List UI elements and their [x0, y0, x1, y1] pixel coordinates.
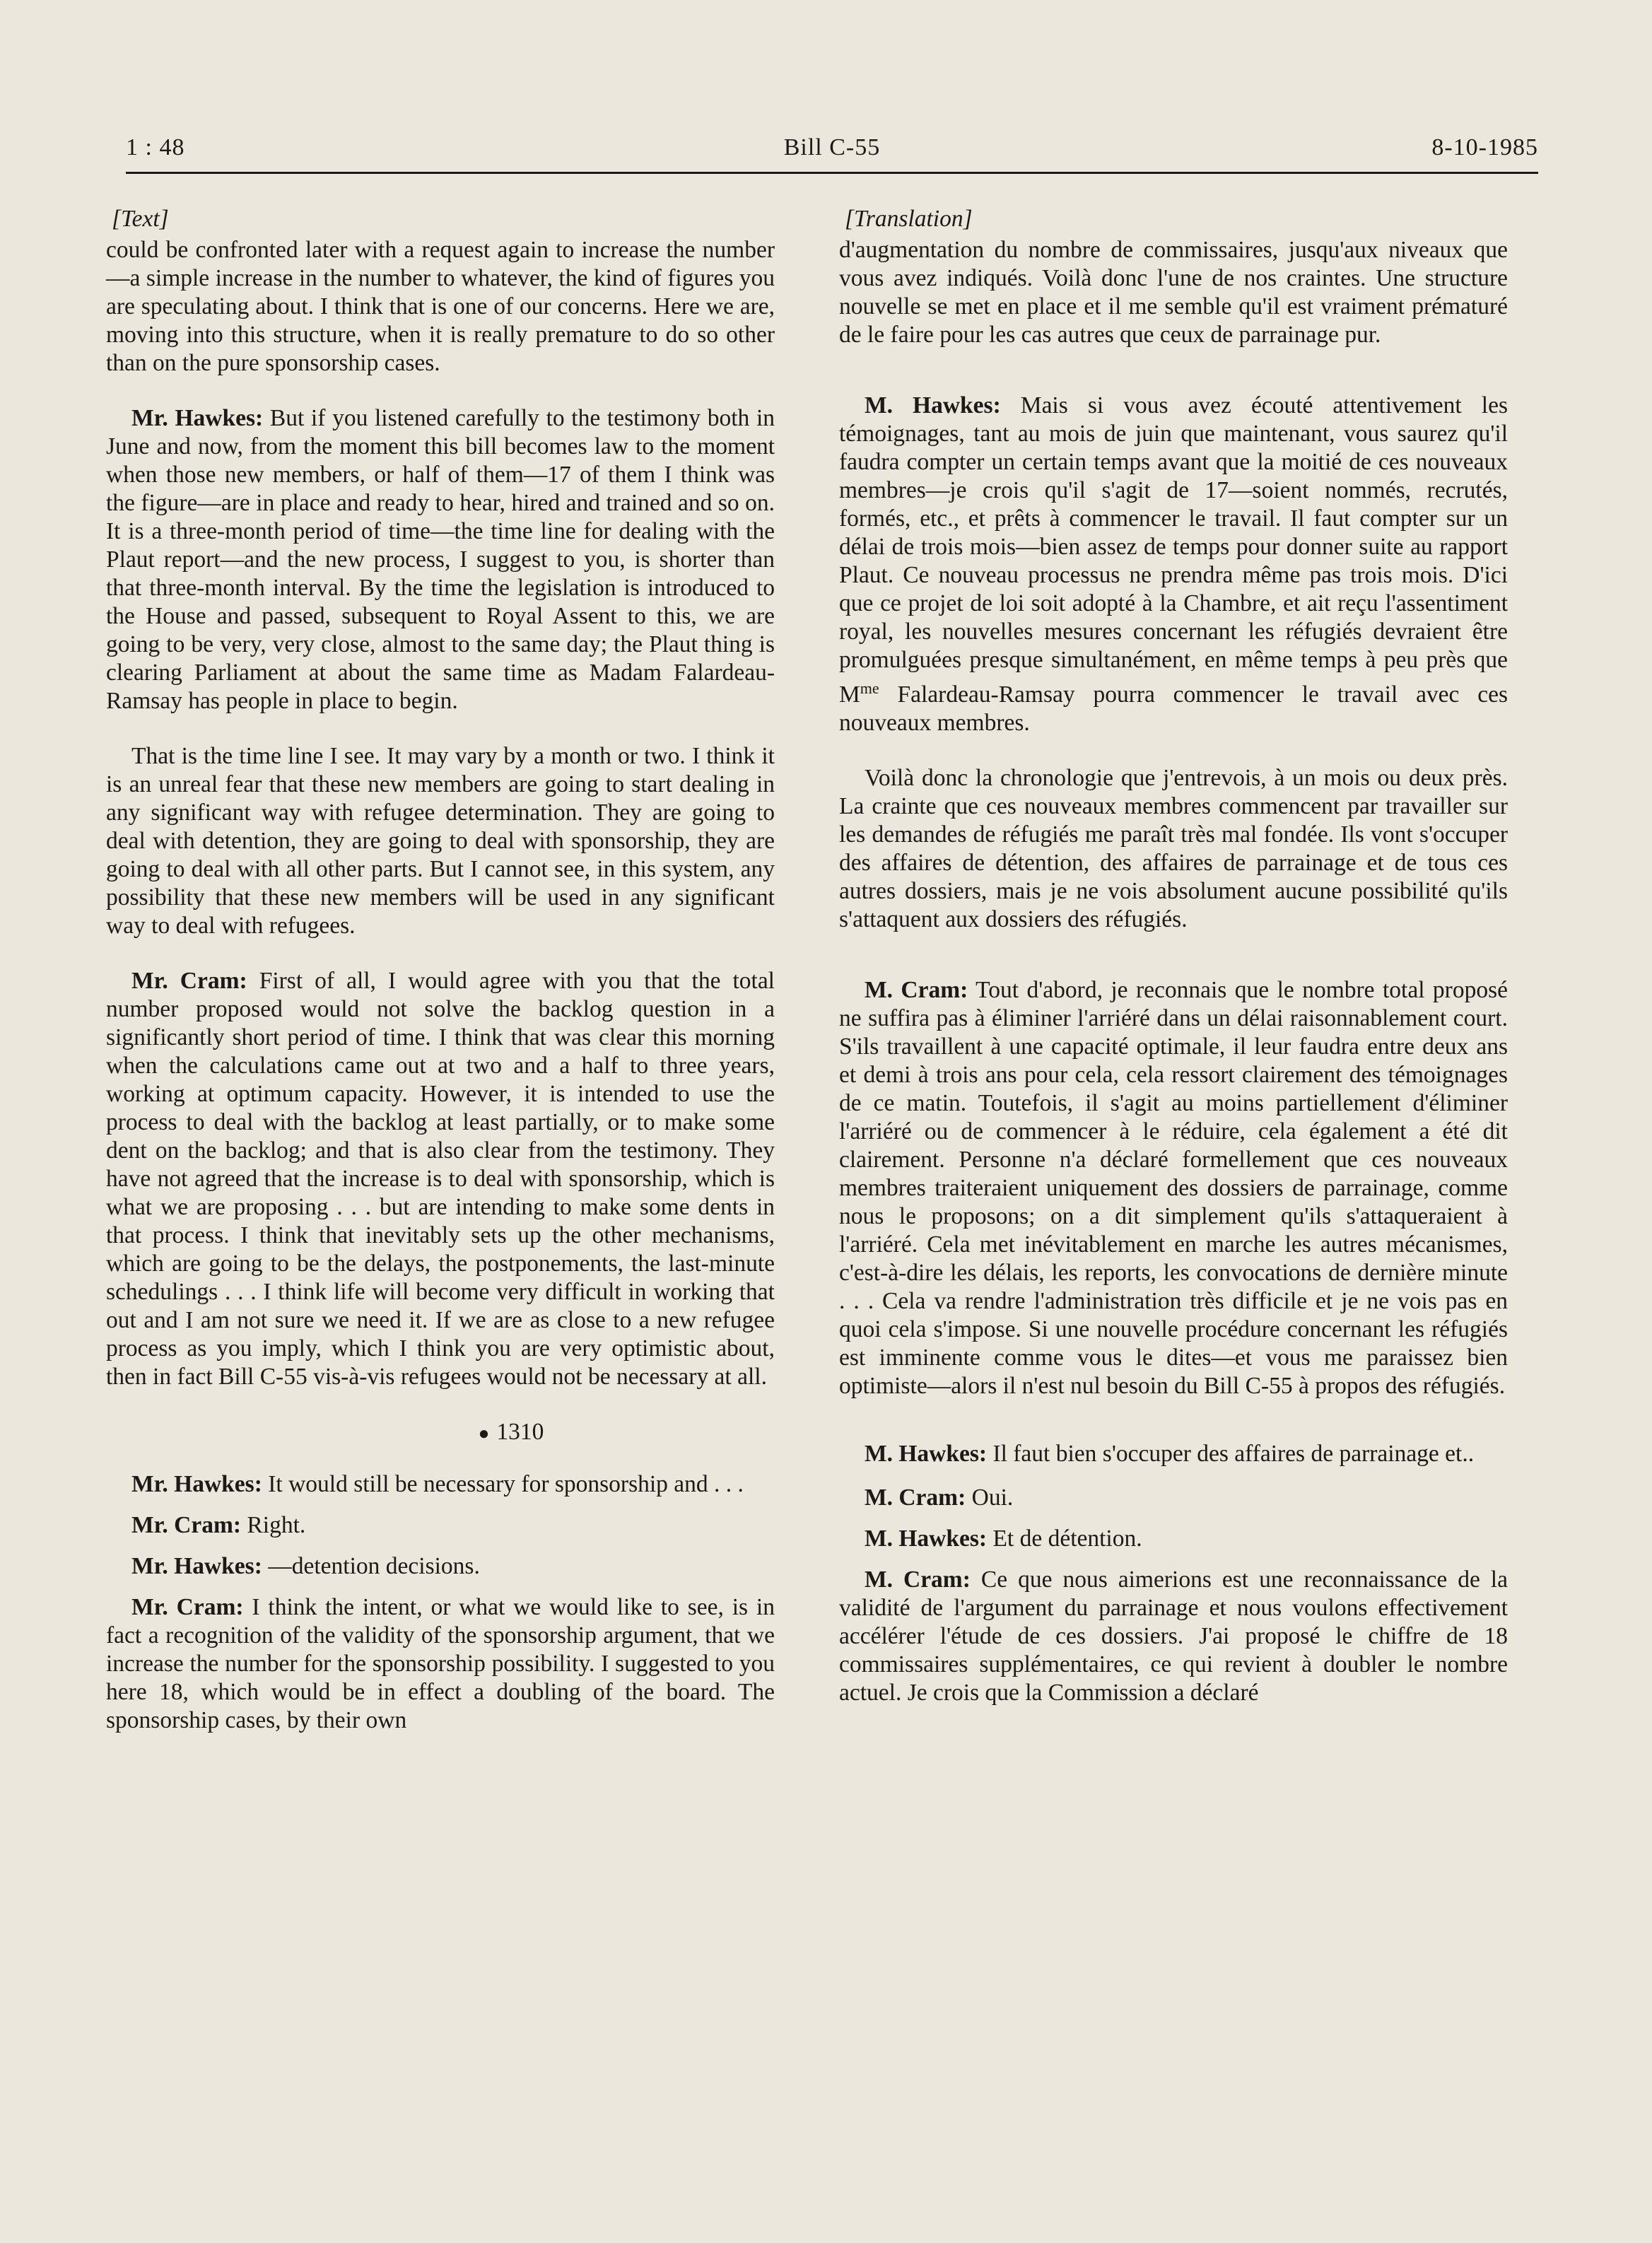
paragraph [106, 1470, 775, 1499]
french-column [839, 205, 1508, 1734]
speech-text: It would still be necessary for sponsorship and . . . [262, 1471, 744, 1498]
speaker-name: Mr. Cram: [131, 1512, 242, 1539]
time-marker-text: 1310 [496, 1419, 544, 1445]
paragraph-text: could be confronted later with a request again to increase the number—a simple increase in the number to whatever, the kind of figures you are speculating about. I think that is one of our concerns. Here we are, moving into this structure, when it is really premature to do so other than on the pure sponsorship cases. [106, 237, 775, 376]
paragraph-text: Voilà donc la chronologie que j'entrevois, à un mois ou deux près. La crainte que ces nouveaux membres commencent par travailler sur les demandes de réfugiés me paraît très mal fondée. Ils vont s'occuper des affaires de détention, des affaires de parrainage et de tous ces autres dossiers, mais je ne vois absolument aucune possibilité qu'ils s'attaquent aux dossiers des réfugiés. [839, 765, 1508, 933]
speaker-name: M. Cram: [865, 977, 968, 1004]
speaker-name: M. Cram: [865, 1566, 971, 1593]
speech-text: —detention decisions. [262, 1553, 480, 1580]
speaker-name: Mr. Hawkes: [131, 1471, 262, 1498]
speech-text: Mais si vous avez écouté attentivement les témoignages, tant au mois de juin que maintenant, vous saurez qu'il faudra compter un certain temps avant que la moitié de ces nouveaux membres—je crois qu'il s'agit de 17—soient nommés, recrutés, formés, etc., et prêts à commencer le travail. Il faut compter sur un délai de trois mois—bien assez de temps pour donner suite au rapport Plaut. Ce nouveau processus ne prendra même pas trois mois. D'ici que ce projet de loi soit adopté à la Chambre, et ait reçu l'assentiment royal, les nouvelles mesures concernant les réfugiés devraient être promulguées presque simultanément, en même temps à peu près que M [839, 392, 1508, 708]
speaker-name: M. Hawkes: [865, 392, 1001, 418]
speech-text: First of all, I would agree with you that the total number proposed would not solve the backlog question in a significantly short period of time. I think that was clear this morning when the calculations came out at two and a half to three years, working at optimum capacity. However, it is intended to use the process to deal with the backlog at least partially, or to make some dent on the backlog; and that is also clear from the testimony. They have not agreed that the increase is to deal with sponsorship, which is what we are proposing . . . but are intending to make some dents in that process. I think that inevitably sets up the other mechanisms, which are going to be the delays, the postponements, the last-minute schedulings . . . I think life will become very difficult in working that out and I am not sure we need it. If we are as close to a new refugee process as you imply, which I think you are very optimistic about, then in fact Bill C-55 vis-à-vis refugees would not be necessary at all. [106, 968, 775, 1390]
paragraph [839, 1525, 1508, 1553]
speaker-name: Mr. Cram: [131, 1594, 244, 1621]
paragraph [839, 1440, 1508, 1468]
paragraph [106, 404, 775, 715]
speaker-name: M. Cram: [865, 1484, 966, 1511]
speech-text: Right. [241, 1512, 306, 1539]
speech-text: Ce que nous aimerions est une reconnaissance de la validité de l'argument du parrainage et nous voulons effectivement accélérer l'étude de ces dossiers. J'ai proposé le chiffre de 18 commissaires supplémentaires, ce qui revient à doubler le nombre actuel. Je crois que la Commission a déclaré [839, 1566, 1508, 1706]
page-header [126, 134, 1538, 174]
paragraph-text: d'augmentation du nombre de commissaires, jusqu'aux niveaux que vous avez indiqués. Voilà donc l'une de nos craintes. Une structure nouvelle se met en place et il me semble qu'il est vraiment prématuré de le faire pour les cas autres que ceux de parrainage pur. [839, 237, 1508, 348]
paragraph [106, 1552, 775, 1581]
english-column [106, 205, 775, 1762]
speech-text: I think the intent, or what we would like to see, is in fact a recognition of the validity of the sponsorship argument, that we increase the number for the sponsorship possibility. I suggested to you here 18, which would be in effect a doubling of the board. The sponsorship cases, by their own [106, 1594, 775, 1734]
speech-text: Oui. [966, 1484, 1014, 1511]
paragraph [839, 1566, 1508, 1707]
speech-text: Il faut bien s'occuper des affaires de parrainage et.. [987, 1441, 1475, 1468]
paragraph [106, 967, 775, 1391]
paragraph [839, 392, 1508, 737]
time-marker [106, 1418, 775, 1448]
paragraph [106, 236, 775, 377]
paragraph [839, 1484, 1508, 1512]
page-reference: 1 : 48 [126, 134, 185, 160]
speaker-name: M. Hawkes: [865, 1525, 988, 1552]
speaker-name: Mr. Hawkes: [131, 405, 264, 431]
superscript: me [860, 679, 879, 697]
bullet-icon: ● [478, 1423, 490, 1444]
speaker-name: M. Hawkes: [865, 1441, 988, 1468]
speaker-name: Mr. Cram: [131, 968, 247, 994]
column-label: [Text] [112, 206, 169, 232]
bill-title: Bill C-55 [783, 134, 881, 160]
speech-text: Falardeau-Ramsay pourra commencer le travail avec ces nouveaux membres. [839, 681, 1508, 737]
header-date: 8-10-1985 [1431, 134, 1538, 160]
speech-text: Et de détention. [987, 1525, 1142, 1552]
paragraph [106, 1593, 775, 1735]
column-label: [Translation] [845, 206, 973, 232]
paragraph [106, 742, 775, 940]
paragraph [106, 1511, 775, 1540]
speech-text: But if you listened carefully to the testimony both in June and now, from the moment this bill becomes law to the moment when those new members, or half of them—17 of them I think was the figure—are in place and ready to hear, hired and trained and so on. It is a three-month period of time—the time line for dealing with the Plaut report—and the new process, I suggest to you, is shorter than that three-month interval. By the time the legislation is introduced to the House and passed, subsequent to Royal Assent to this, we are going to be very, very close, almost to the same day; the Plaut thing is clearing Parliament at about the same time as Madam Falardeau-Ramsay has people in place to begin. [106, 405, 775, 714]
paragraph [839, 976, 1508, 1400]
paragraph-text: That is the time line I see. It may vary by a month or two. I think it is an unreal fear that these new members are going to start dealing in any significant way with refugee determination. They are going to deal with detention, they are going to deal with sponsorship, they are going to deal with all other parts. But I cannot see, in this system, any possibility that these new members will be used in any significant way to deal with refugees. [106, 743, 775, 939]
speech-text: Tout d'abord, je reconnais que le nombre total proposé ne suffira pas à éliminer l'arriéré dans un délai raisonnablement court. S'ils travaillent à une capacité optimale, il leur faudra entre deux ans et demi à trois ans pour cela, cela ressort clairement des témoignages de ce matin. Toutefois, il s'agit au moins partiellement d'éliminer l'arriéré ou de commencer à le réduire, cela également a été dit clairement. Personne n'a déclaré formellement que ces nouveaux membres traiteraient uniquement des dossiers de parrainage, comme nous le proposons; on a dit simplement qu'ils s'attaqueraient à l'arriéré. Cela met inévitablement en marche les autres mécanismes, c'est-à-dire les délais, les reports, les convocations de dernière minute . . . Cela va rendre l'administration très difficile et je ne vois pas en quoi cela s'impose. Si une nouvelle procédure concernant les réfugiés est imminente comme vous le dites—et vous me paraissez bien optimiste—alors il n'est nul besoin du Bill C-55 à propos des réfugiés. [839, 977, 1508, 1400]
paragraph [839, 764, 1508, 934]
paragraph [839, 236, 1508, 349]
header-rule [126, 172, 1538, 174]
speaker-name: Mr. Hawkes: [131, 1553, 262, 1580]
